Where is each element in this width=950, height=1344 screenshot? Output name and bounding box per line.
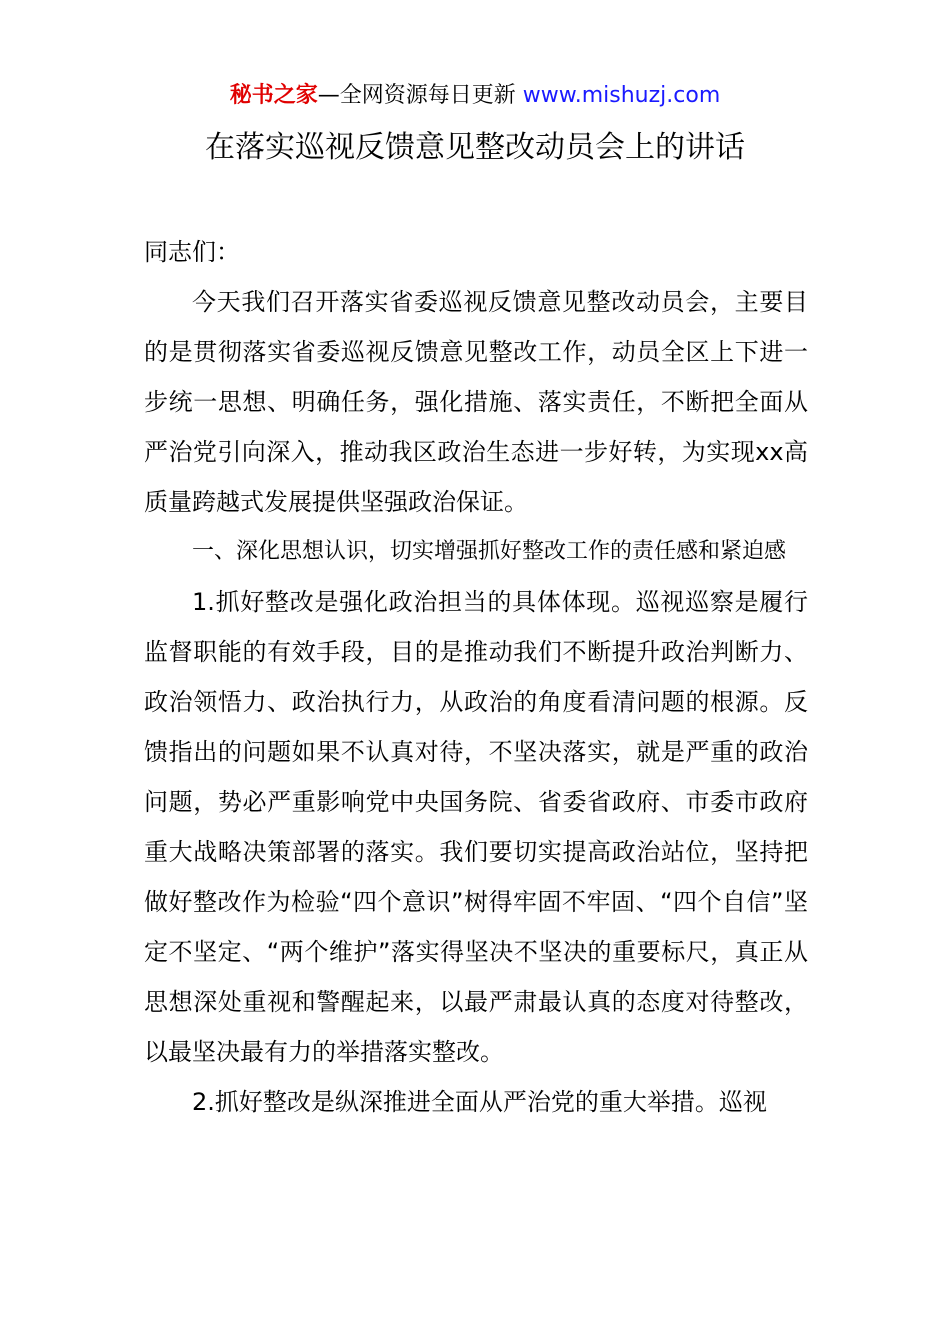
intro-paragraph: 今天我们召开落实省委巡视反馈意见整改动员会，主要目的是贯彻落实省委巡视反馈意见整改工作，动员全区上下进一步统一思想、明确任务，强化措施、落实责任，不断把全面从严治党引向深入，推动我区政治生态进一步好转，为实现xx高质量跨越式发展提供坚强政治保证。: [144, 288, 808, 516]
site-url-link[interactable]: www.mishuzj.com: [522, 83, 721, 108]
point-1-paragraph: 1.抓好整改是强化政治担当的具体体现。巡视巡察是履行监督职能的有效手段，目的是推动我们不断提升政治判断力、政治领悟力、政治执行力，从政治的角度看清问题的根源。反馈指出的问题如果不认真对待，不坚决落实，就是严重的政治问题，势必严重影响党中央国务院、省委省政府、市委市政府重大战略决策部署的落实。我们要切实提高政治站位，坚持把做好整改作为检验“四个意识”树得牢固不牢固、“四个自信”坚定不坚定、“两个维护”落实得坚决不坚决的重要标尺，真正从思想深处重视和警醒起来，以最严肃最认真的态度对待整改，以最坚决最有力的举措落实整改。: [144, 588, 808, 1066]
section-heading-1: 一、深化思想认识，切实增强抓好整改工作的责任感和紧迫感: [192, 539, 787, 564]
site-tagline: —全网资源每日更新: [317, 83, 516, 108]
point-2-paragraph: 2.抓好整改是纵深推进全面从严治党的重大举措。巡视: [192, 1088, 767, 1116]
document-title: 在落实巡视反馈意见整改动员会上的讲话: [205, 130, 745, 165]
salutation: 同志们：: [144, 238, 240, 266]
site-brand: 秘书之家: [229, 83, 318, 108]
site-header: [0, 80, 950, 112]
document-body: [144, 227, 808, 1127]
